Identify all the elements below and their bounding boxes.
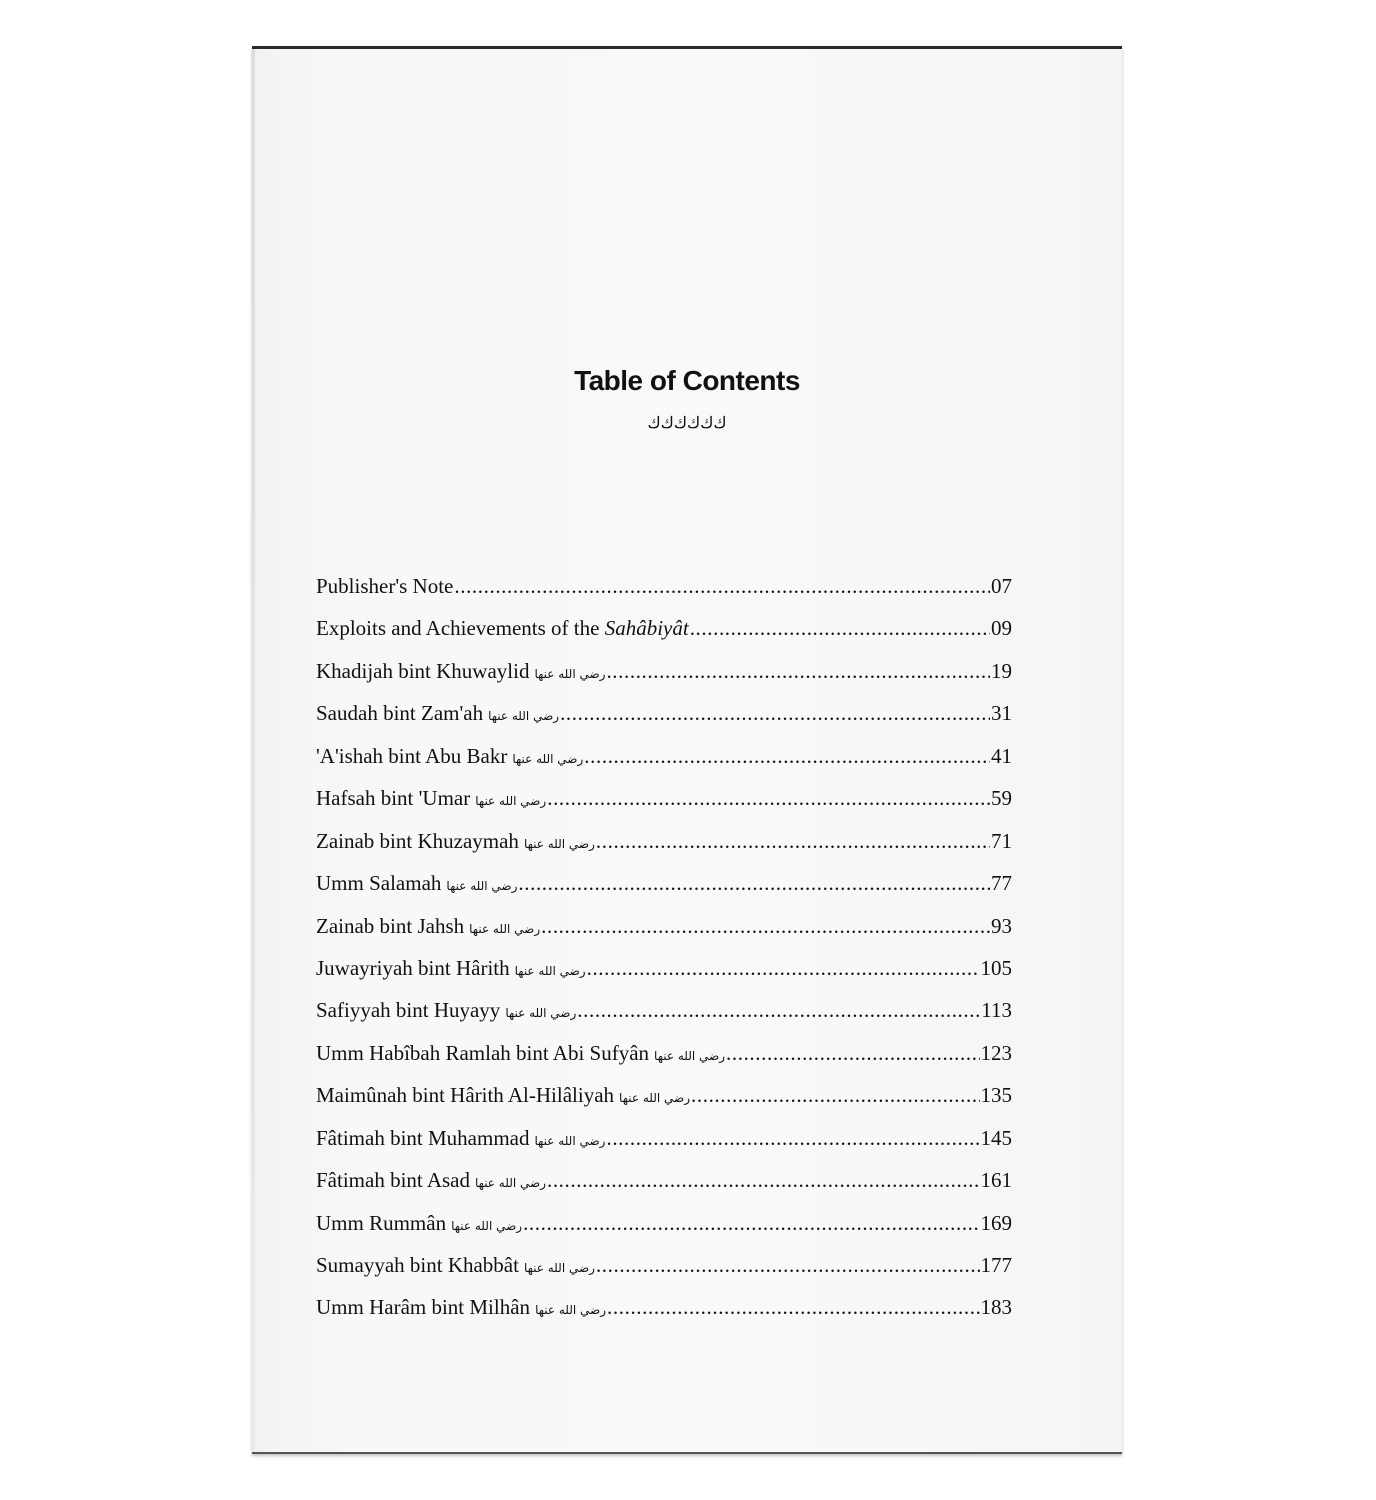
entry-page-number: 123 xyxy=(980,1040,1012,1065)
dot-leader xyxy=(596,829,990,854)
honorific-text: رضي الله عنها xyxy=(475,1176,546,1191)
entry-page-number: 113 xyxy=(981,998,1012,1023)
honorific-text: رضي الله عنها xyxy=(512,751,584,766)
entry-title-italic: Sahâbiyât xyxy=(604,616,689,641)
toc-entry xyxy=(316,998,1012,1040)
honorific-text: رضي الله عنها xyxy=(488,709,560,724)
entry-title: Fâtimah bint Asad xyxy=(316,1168,470,1193)
toc-entry xyxy=(316,871,1012,913)
toc-entry xyxy=(316,956,1012,998)
entry-page-number: 31 xyxy=(991,701,1012,726)
toc-entry xyxy=(316,1083,1012,1125)
toc-entry xyxy=(316,914,1012,956)
entry-title: 'A'ishah bint Abu Bakr xyxy=(316,743,508,768)
honorific-text: رضي الله عنها xyxy=(505,1006,577,1021)
toc-entry xyxy=(316,744,1012,786)
dot-leader xyxy=(584,744,990,769)
toc-entry xyxy=(316,1041,1012,1083)
page-title: Table of Contents xyxy=(574,365,800,396)
entry-page-number: 183 xyxy=(980,1295,1012,1320)
toc-entry xyxy=(316,1211,1012,1253)
honorific-text: رضي الله عنها xyxy=(619,1091,691,1106)
dot-leader xyxy=(587,956,980,981)
dot-leader xyxy=(607,1295,979,1320)
dot-leader xyxy=(560,701,990,726)
toc-entry xyxy=(316,1168,1012,1210)
dot-leader xyxy=(596,1253,980,1278)
dot-leader xyxy=(606,1126,979,1151)
entry-page-number: 161 xyxy=(980,1168,1012,1193)
entry-page-number: 169 xyxy=(980,1210,1012,1235)
dot-leader xyxy=(523,1211,979,1236)
entry-page-number: 19 xyxy=(991,658,1012,683)
honorific-text: رضي الله عنها xyxy=(534,1133,606,1148)
entry-page-number: 09 xyxy=(991,616,1012,641)
toc-entry xyxy=(316,1295,1012,1337)
entry-title: Umm Rummân xyxy=(316,1210,447,1235)
dot-leader xyxy=(547,786,990,811)
entry-page-number: 177 xyxy=(980,1253,1012,1277)
entry-title: Safiyyah bint Huyayy xyxy=(316,998,501,1023)
dot-leader xyxy=(577,998,980,1023)
entry-title: Sumayyah bint Khabbât xyxy=(316,1253,519,1277)
entry-title: Maimûnah bint Hârith Al-Hilâliyah xyxy=(316,1083,615,1108)
entry-page-number: 71 xyxy=(991,828,1012,853)
toc-entry xyxy=(316,1253,1012,1295)
toc-entry xyxy=(316,616,1012,658)
honorific-text: رضي الله عنها xyxy=(523,836,595,851)
toc-entry xyxy=(316,659,1012,701)
entry-page-number: 77 xyxy=(991,871,1012,896)
honorific-text: رضي الله عنها xyxy=(523,1261,595,1275)
toc-list xyxy=(316,574,1012,1338)
honorific-text: رضي الله عنها xyxy=(446,879,518,894)
toc-entry xyxy=(316,574,1012,616)
ornament-divider: ﻙﻙﻙﻙﻙﻙ xyxy=(647,415,727,432)
entry-page-number: 145 xyxy=(980,1125,1012,1150)
honorific-text: رضي الله عنها xyxy=(469,921,541,936)
dot-leader xyxy=(541,914,990,939)
toc-entry xyxy=(316,1126,1012,1168)
dot-leader xyxy=(547,1168,980,1193)
dot-leader xyxy=(690,616,990,641)
entry-page-number: 41 xyxy=(991,743,1012,768)
entry-title: Publisher's Note xyxy=(316,574,454,598)
honorific-text: رضي الله عنها xyxy=(514,963,586,978)
honorific-text: رضي الله عنها xyxy=(475,794,547,809)
honorific-text: رضي الله عنها xyxy=(451,1218,523,1233)
toc-entry xyxy=(316,786,1012,828)
honorific-text: رضي الله عنها xyxy=(654,1048,726,1063)
entry-page-number: 105 xyxy=(980,955,1012,980)
honorific-text: رضي الله عنها xyxy=(534,666,606,681)
entry-page-number: 93 xyxy=(991,913,1012,938)
entry-page-number: 135 xyxy=(980,1083,1012,1108)
entry-title: Umm Habîbah Ramlah bint Abi Sufyân xyxy=(316,1040,650,1065)
dot-leader xyxy=(606,659,990,684)
entry-title: Hafsah bint 'Umar xyxy=(316,786,471,811)
dot-leader xyxy=(518,871,990,896)
dot-leader xyxy=(726,1041,979,1066)
toc-entry xyxy=(316,701,1012,743)
entry-title: Saudah bint Zam'ah xyxy=(316,701,484,726)
dot-leader xyxy=(691,1083,979,1108)
entry-title: Juwayriyah bint Hârith xyxy=(316,955,510,980)
entry-title: Zainab bint Jahsh xyxy=(316,913,465,938)
entry-title: Fâtimah bint Muhammad xyxy=(316,1125,530,1150)
entry-title: Umm Harâm bint Milhân xyxy=(316,1295,531,1320)
entry-page-number: 07 xyxy=(991,574,1012,598)
entry-title: Khadijah bint Khuwaylid xyxy=(316,658,530,683)
toc-entry xyxy=(316,829,1012,871)
entry-title: Zainab bint Khuzaymah xyxy=(316,828,519,853)
book-page xyxy=(252,46,1122,1454)
entry-title: Exploits and Achievements of the Sahâbiyât xyxy=(316,616,689,641)
honorific-text: رضي الله عنها xyxy=(535,1303,607,1318)
entry-title: Umm Salamah xyxy=(316,871,442,896)
dot-leader xyxy=(454,574,990,599)
entry-page-number: 59 xyxy=(991,786,1012,811)
